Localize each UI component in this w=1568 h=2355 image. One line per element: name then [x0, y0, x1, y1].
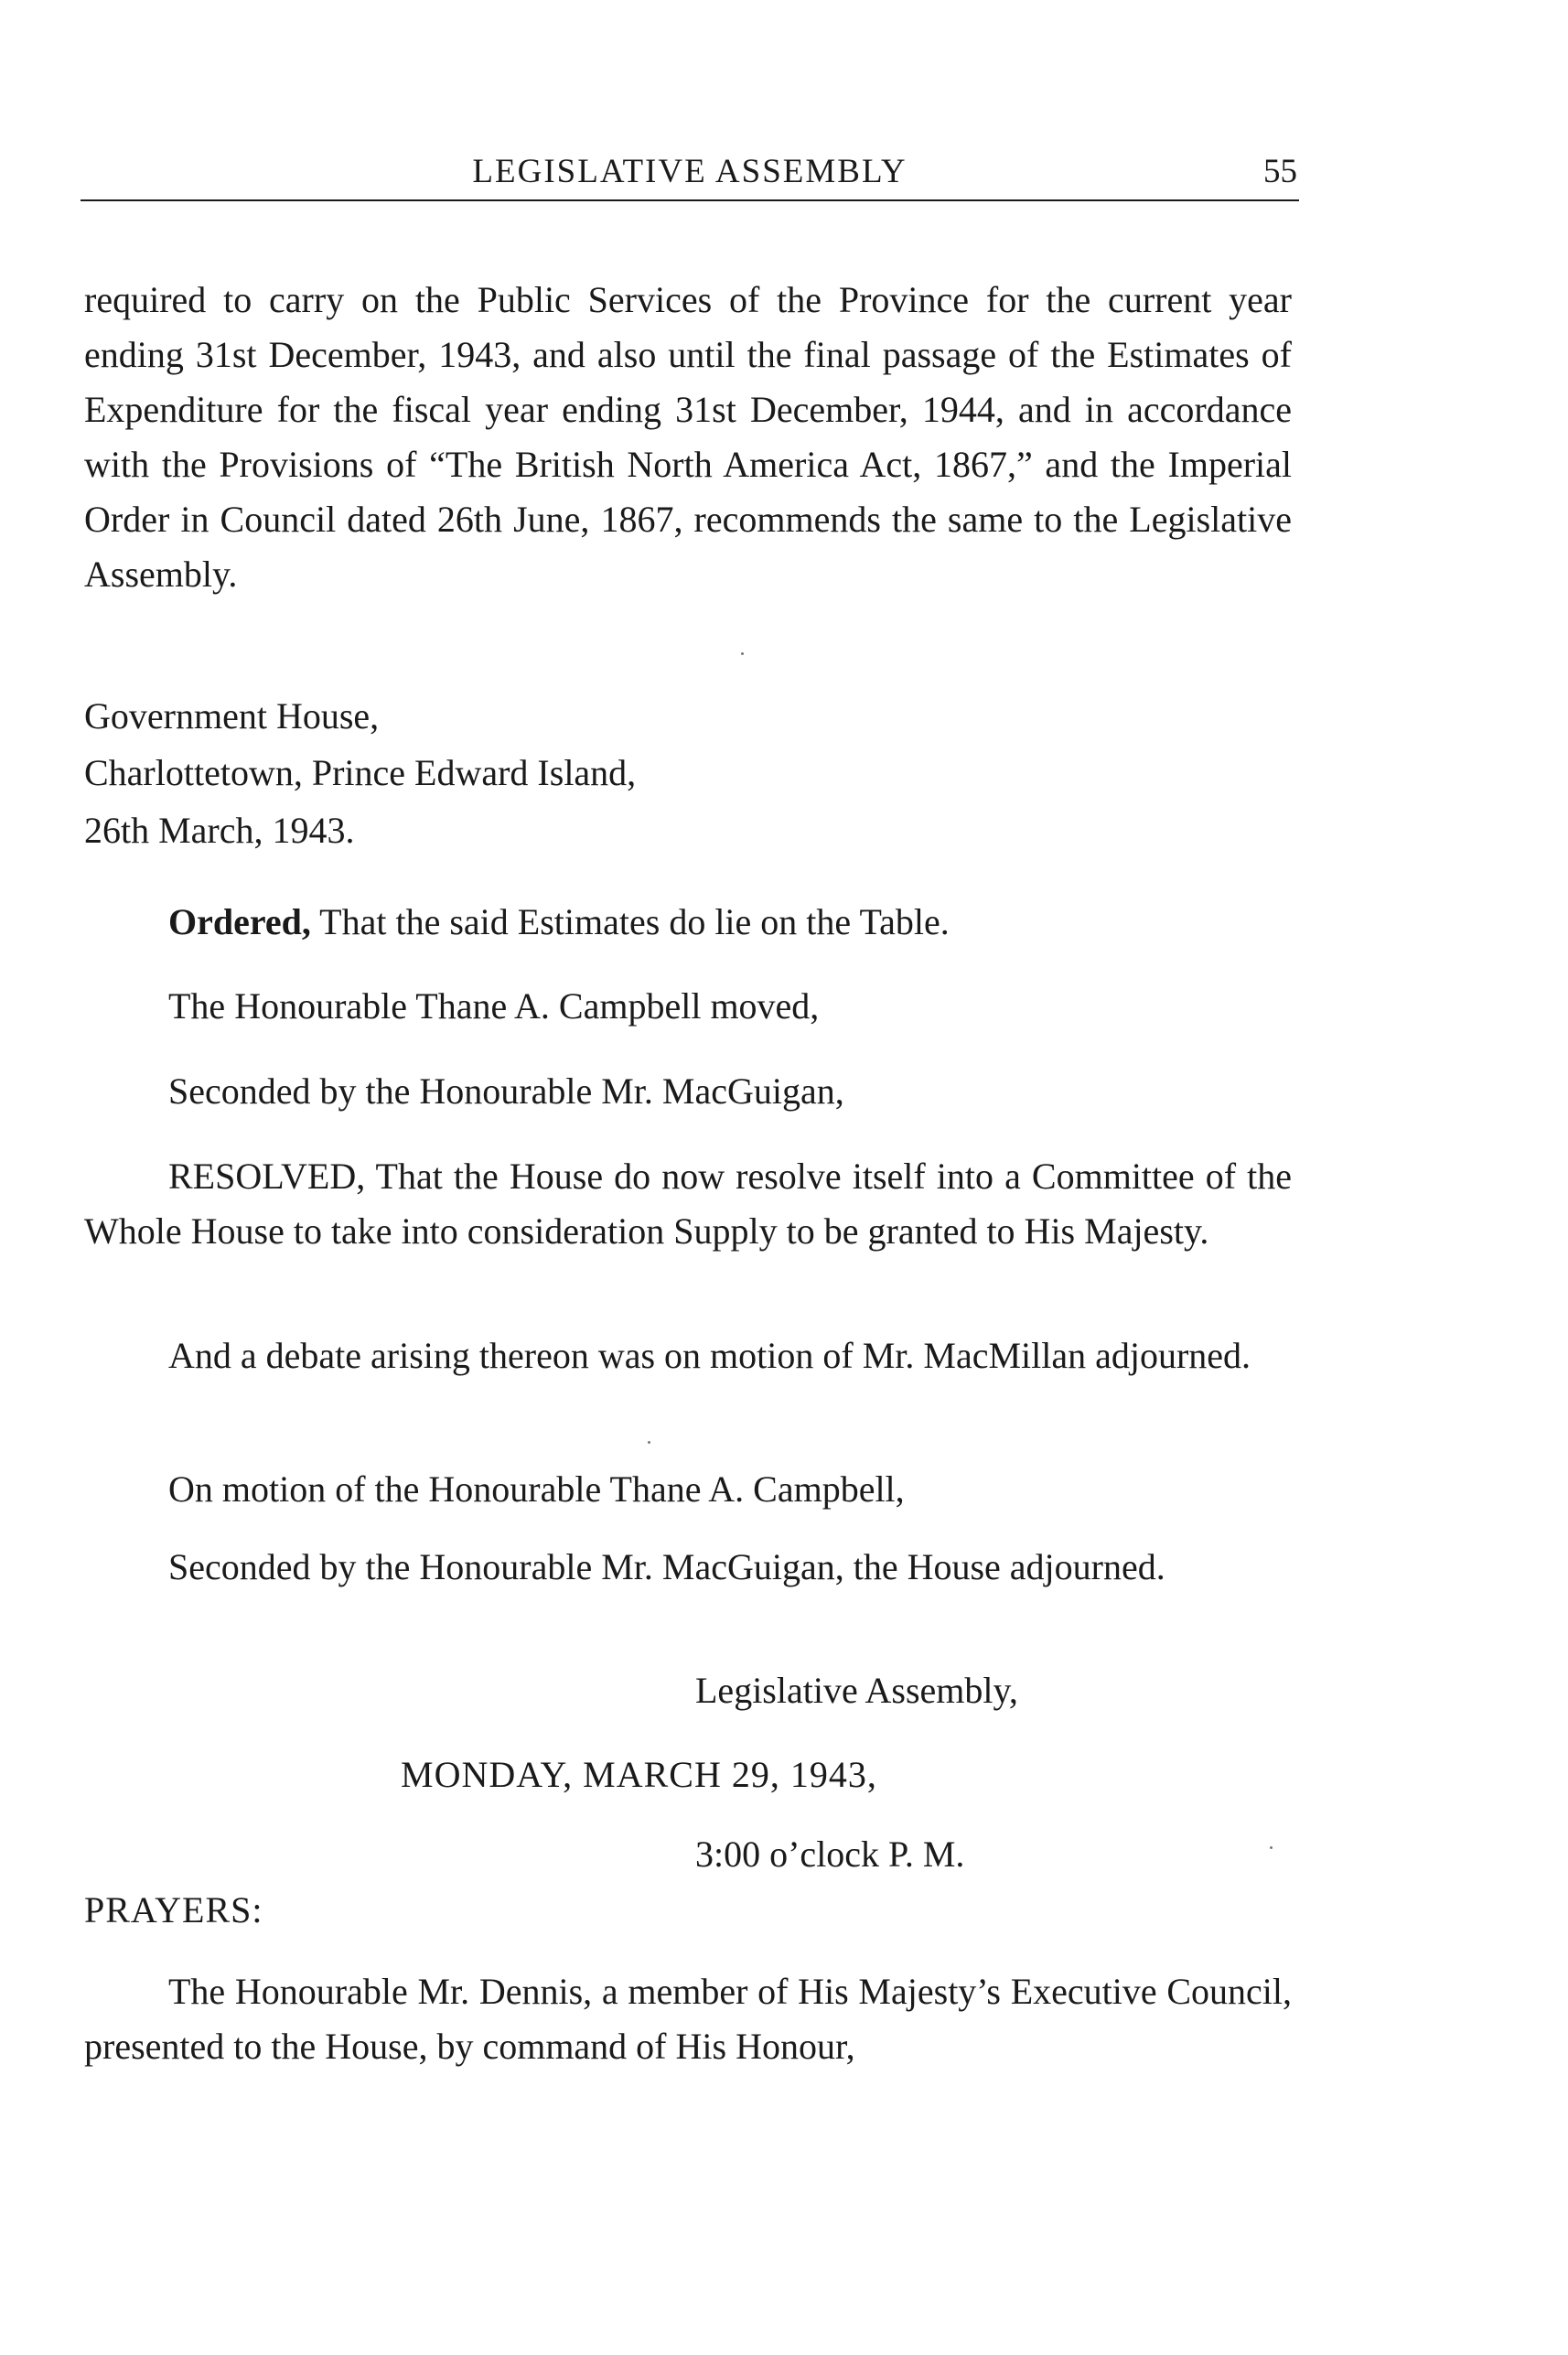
paper-speck — [1270, 1846, 1273, 1849]
signature-date-line: 26th March, 1943. — [84, 810, 355, 851]
debate-paragraph: And a debate arising thereon was on motion of Mr. MacMillan adjourned. — [168, 1335, 1251, 1376]
paper-speck — [741, 652, 744, 655]
seconded-paragraph: Seconded by the Honourable Mr. MacGuigan, — [168, 1070, 844, 1112]
motion-moved-paragraph: The Honourable Thane A. Campbell moved, — [168, 985, 820, 1027]
message-continuation-paragraph: required to carry on the Public Services of the Province for the current year ending 31st December, 1943, and also until the final passage of the Estimates of Expenditure for the fiscal year ending 31st December, 1944, and in accordance with the Provisions of “The British North America Act, 1867,” and the Imperial Order in Council dated 26th June, 1867, recommends the same to the Legislative Assembly. — [84, 279, 1292, 595]
page-number: 55 — [1263, 153, 1297, 190]
paper-speck — [648, 1441, 650, 1444]
ordered-paragraph — [84, 895, 1292, 950]
signature-place-line: Charlottetown, Prince Edward Island, — [84, 752, 637, 793]
running-header-title: LEGISLATIVE ASSEMBLY — [472, 153, 908, 190]
ordered-keyword: Ordered, — [168, 901, 311, 942]
prayers-heading: PRAYERS: — [84, 1889, 263, 1930]
sitting-date-heading: MONDAY, MARCH 29, 1943, — [401, 1754, 877, 1795]
dennis-paragraph: The Honourable Mr. Dennis, a member of His Majesty’s Executive Council, presented to the House, by command of His Honour, — [84, 1971, 1292, 2067]
signature-location-line: Government House, — [84, 695, 380, 737]
adjourned-paragraph: Seconded by the Honourable Mr. MacGuigan, the House adjourned. — [168, 1546, 1165, 1587]
adjourn-motion-paragraph: On motion of the Honourable Thane A. Campbell, — [168, 1468, 905, 1510]
sitting-assembly-line: Legislative Assembly, — [695, 1670, 1018, 1711]
ordered-text: That the said Estimates do lie on the Table. — [310, 901, 950, 942]
running-header — [81, 146, 1299, 201]
sitting-time-line: 3:00 o’clock P. M. — [695, 1833, 965, 1875]
resolved-paragraph: RESOLVED, That the House do now resolve itself into a Committee of the Whole House to take into consideration Supply to be granted to His Majesty. — [84, 1156, 1292, 1252]
